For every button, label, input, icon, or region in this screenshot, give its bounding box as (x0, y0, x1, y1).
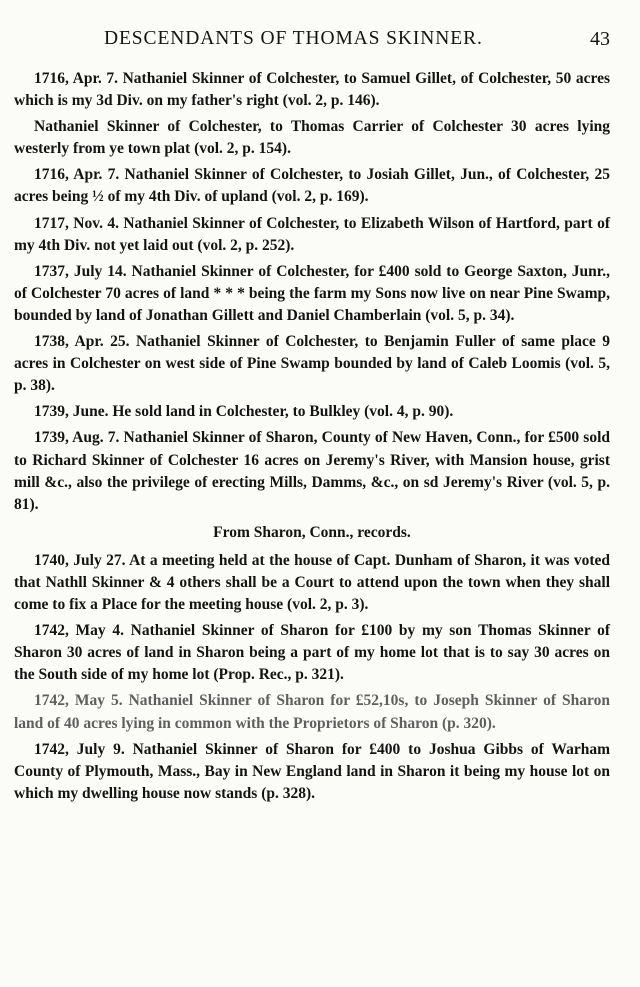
running-head (0, 28, 640, 58)
deed-entry-1716-gillet: 1716, Apr. 7. Nathaniel Skinner of Colchester, to Samuel Gillet, of Colchester, 50 acres which is my 3d Div. on my father's right (vol. 2, p. 146). (14, 70, 610, 110)
page-number: 43 (590, 28, 610, 50)
deed-entry-1742-joseph-skinner: 1742, May 5. Nathaniel Skinner of Sharon for £52,10s, to Joseph Skinner of Sharon land of 40 acres lying in common with the Proprietors of Sharon (p. 320). (14, 692, 610, 732)
body-text (14, 68, 610, 809)
running-title: DESCENDANTS OF THOMAS SKINNER. (104, 28, 483, 49)
deed-entry-1737-saxton: 1737, July 14. Nathaniel Skinner of Colchester, for £400 sold to George Saxton, Junr., of Colchester 70 acres of land * * * being the farm my Sons now live on near Pine Swamp, bounded by land of Jonathan Gillett and Daniel Chamberlain (vol. 5, p. 34). (14, 262, 610, 324)
deed-entry-1742-thomas-skinner: 1742, May 4. Nathaniel Skinner of Sharon for £100 by my son Thomas Skinner of Sharon 30 acres of land in Sharon being a part of my home lot that is to say 30 acres on the South side of my home lot (Prop. Rec., p. 321). (14, 622, 610, 684)
deed-entry-1739-bulkley: 1739, June. He sold land in Colchester, to Bulkley (vol. 4, p. 90). (34, 403, 454, 421)
deed-entry-1742-gibbs: 1742, July 9. Nathaniel Skinner of Sharon for £400 to Joshua Gibbs of Warham County of Plymouth, Mass., Bay in New England land in Sharon it being my house lot on which my dwelling house now stands (p. 328). (14, 740, 610, 802)
section-heading: From Sharon, Conn., records. (213, 523, 411, 541)
deed-entry-1716-josiah-gillet: 1716, Apr. 7. Nathaniel Skinner of Colchester, to Josiah Gillet, Jun., of Colchester, 25 acres being ½ of my 4th Div. of upland (vol. 2, p. 169). (14, 166, 610, 206)
deed-entry-1739-richard-skinner: 1739, Aug. 7. Nathaniel Skinner of Sharon, County of New Haven, Conn., for £500 sold to Richard Skinner of Colchester 16 acres on Jeremy's River, with Mansion house, grist mill &c., also the privilege of erecting Mills, Damms, &c., on sd Jeremy's River (vol. 5, p. 81). (14, 429, 610, 513)
deed-entry-carrier: Nathaniel Skinner of Colchester, to Thomas Carrier of Colchester 30 acres lying westerly from ye town plat (vol. 2, p. 154). (14, 118, 610, 158)
deed-entry-1717-wilson: 1717, Nov. 4. Nathaniel Skinner of Colchester, to Elizabeth Wilson of Hartford, part of my 4th Div. not yet laid out (vol. 2, p. 252). (14, 214, 610, 254)
record-entry-1740-meeting: 1740, July 27. At a meeting held at the house of Capt. Dunham of Sharon, it was voted that Nathll Skinner & 4 others shall be a Court to attend upon the town when they shall come to fix a Place for the meeting house (vol. 2, p. 3). (14, 551, 610, 614)
deed-entry-1738-fuller: 1738, Apr. 25. Nathaniel Skinner of Colchester, to Benjamin Fuller of same place 9 acres in Colchester on west side of Pine Swamp bounded by land of Caleb Loomis (vol. 5, p. 38). (14, 333, 610, 395)
